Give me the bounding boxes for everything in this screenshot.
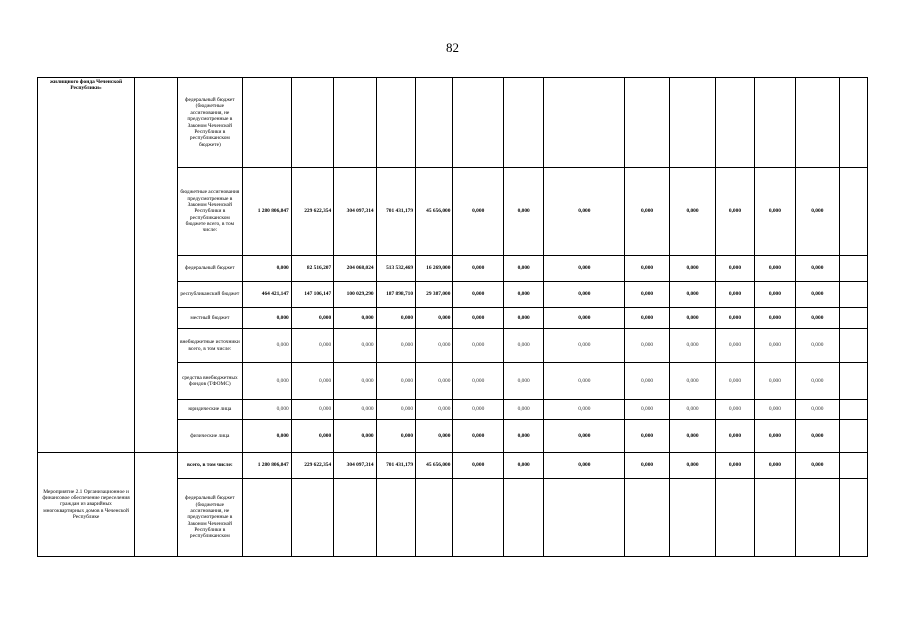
value-cell: 0,000: [544, 400, 625, 420]
value-cell: [453, 479, 504, 557]
value-cell: 0,000: [669, 453, 716, 479]
value-cell: 0,000: [754, 329, 795, 363]
empty-cell: [839, 479, 867, 557]
value-cell: 0,000: [544, 256, 625, 282]
value-cell: 0,000: [754, 168, 795, 256]
value-cell: [453, 78, 504, 168]
value-cell: 0,000: [625, 400, 669, 420]
value-cell: 0,000: [243, 329, 292, 363]
empty-cell: [839, 363, 867, 400]
responsible-cell: [135, 453, 177, 557]
value-cell: 513 532,469: [376, 256, 415, 282]
value-cell: 0,000: [334, 308, 376, 329]
funding-source-cell: физические лица: [177, 420, 243, 453]
value-cell: 0,000: [796, 420, 839, 453]
value-cell: 0,000: [376, 308, 415, 329]
value-cell: 100 029,290: [334, 282, 376, 308]
value-cell: 0,000: [669, 363, 716, 400]
value-cell: 45 656,000: [416, 453, 453, 479]
value-cell: [625, 78, 669, 168]
value-cell: [754, 78, 795, 168]
value-cell: [503, 78, 543, 168]
value-cell: 0,000: [376, 363, 415, 400]
value-cell: [376, 479, 415, 557]
funding-source-cell: внебюджетные источники всего, в том числе:: [177, 329, 243, 363]
value-cell: [416, 479, 453, 557]
value-cell: 0,000: [334, 420, 376, 453]
value-cell: 0,000: [453, 256, 504, 282]
value-cell: 204 068,024: [334, 256, 376, 282]
value-cell: 0,000: [503, 282, 543, 308]
value-cell: 0,000: [625, 453, 669, 479]
value-cell: 0,000: [416, 363, 453, 400]
value-cell: 0,000: [754, 282, 795, 308]
value-cell: 0,000: [796, 363, 839, 400]
value-cell: 0,000: [544, 168, 625, 256]
page-number: 82: [446, 40, 459, 55]
value-cell: [669, 479, 716, 557]
value-cell: [544, 78, 625, 168]
empty-cell: [839, 400, 867, 420]
value-cell: 45 656,000: [416, 168, 453, 256]
value-cell: 0,000: [544, 453, 625, 479]
value-cell: 0,000: [503, 420, 543, 453]
value-cell: 0,000: [291, 400, 333, 420]
value-cell: 0,000: [376, 329, 415, 363]
value-cell: 0,000: [754, 256, 795, 282]
budget-table: [37, 77, 868, 557]
value-cell: 0,000: [503, 308, 543, 329]
empty-cell: [839, 256, 867, 282]
funding-source-cell: местный бюджет: [177, 308, 243, 329]
empty-cell: [839, 329, 867, 363]
value-cell: 0,000: [503, 400, 543, 420]
value-cell: 0,000: [334, 363, 376, 400]
value-cell: 304 097,314: [334, 168, 376, 256]
value-cell: 0,000: [625, 282, 669, 308]
value-cell: 0,000: [796, 400, 839, 420]
table-row: [38, 78, 868, 168]
value-cell: 0,000: [796, 256, 839, 282]
value-cell: 0,000: [503, 168, 543, 256]
value-cell: 0,000: [243, 308, 292, 329]
value-cell: 0,000: [669, 329, 716, 363]
value-cell: 0,000: [453, 282, 504, 308]
value-cell: 0,000: [453, 329, 504, 363]
empty-cell: [839, 78, 867, 168]
value-cell: 0,000: [754, 420, 795, 453]
value-cell: 0,000: [669, 308, 716, 329]
value-cell: 29 387,000: [416, 282, 453, 308]
value-cell: 0,000: [796, 168, 839, 256]
value-cell: 82 516,207: [291, 256, 333, 282]
value-cell: 0,000: [796, 453, 839, 479]
value-cell: 0,000: [754, 453, 795, 479]
value-cell: 0,000: [376, 400, 415, 420]
value-cell: 0,000: [334, 329, 376, 363]
value-cell: [334, 78, 376, 168]
value-cell: 0,000: [453, 363, 504, 400]
value-cell: [796, 479, 839, 557]
value-cell: [625, 479, 669, 557]
value-cell: 0,000: [796, 329, 839, 363]
value-cell: 0,000: [625, 329, 669, 363]
value-cell: 0,000: [453, 308, 504, 329]
value-cell: 0,000: [669, 420, 716, 453]
value-cell: 304 097,314: [334, 453, 376, 479]
value-cell: 1 280 806,847: [243, 168, 292, 256]
value-cell: 0,000: [503, 256, 543, 282]
empty-cell: [839, 168, 867, 256]
value-cell: 0,000: [416, 329, 453, 363]
value-cell: 0,000: [796, 308, 839, 329]
funding-source-cell: федеральный бюджет (бюджетные ассигнования, не предусмотренные в Законом Чеченской Республики в республиканском бюджете): [177, 78, 243, 168]
value-cell: 0,000: [716, 453, 754, 479]
value-cell: 1 280 806,847: [243, 453, 292, 479]
value-cell: 0,000: [503, 329, 543, 363]
funding-source-cell: средства внебюджетных фондов (ТФОМС): [177, 363, 243, 400]
value-cell: 0,000: [669, 168, 716, 256]
value-cell: 0,000: [716, 256, 754, 282]
value-cell: 0,000: [625, 308, 669, 329]
value-cell: 0,000: [416, 400, 453, 420]
value-cell: 0,000: [243, 256, 292, 282]
value-cell: 0,000: [754, 363, 795, 400]
value-cell: 0,000: [625, 168, 669, 256]
funding-source-cell: республиканский бюджет: [177, 282, 243, 308]
value-cell: 0,000: [453, 420, 504, 453]
value-cell: 187 898,710: [376, 282, 415, 308]
value-cell: [291, 479, 333, 557]
table-row: [38, 453, 868, 479]
value-cell: 0,000: [291, 363, 333, 400]
empty-cell: [839, 282, 867, 308]
value-cell: 0,000: [453, 453, 504, 479]
value-cell: 0,000: [376, 420, 415, 453]
value-cell: 701 431,179: [376, 453, 415, 479]
value-cell: 0,000: [625, 256, 669, 282]
funding-source-cell: бюджетные ассигнования предусмотренные в Законом Чеченской Республики в республиканском бюджете всего, в том числе:: [177, 168, 243, 256]
value-cell: 0,000: [669, 256, 716, 282]
value-cell: 0,000: [243, 420, 292, 453]
value-cell: 0,000: [716, 329, 754, 363]
value-cell: 0,000: [291, 420, 333, 453]
value-cell: 0,000: [291, 329, 333, 363]
value-cell: 0,000: [544, 329, 625, 363]
value-cell: 0,000: [716, 400, 754, 420]
value-cell: 0,000: [544, 308, 625, 329]
value-cell: [796, 78, 839, 168]
value-cell: 0,000: [625, 420, 669, 453]
value-cell: 229 622,354: [291, 168, 333, 256]
value-cell: 0,000: [503, 363, 543, 400]
value-cell: [716, 78, 754, 168]
value-cell: 0,000: [416, 420, 453, 453]
value-cell: 0,000: [716, 308, 754, 329]
value-cell: [544, 479, 625, 557]
value-cell: 0,000: [334, 400, 376, 420]
value-cell: 0,000: [243, 400, 292, 420]
value-cell: 0,000: [754, 308, 795, 329]
value-cell: 0,000: [796, 282, 839, 308]
value-cell: [503, 479, 543, 557]
value-cell: 0,000: [453, 400, 504, 420]
value-cell: [416, 78, 453, 168]
activity-name-cell: Мероприятие 2.1 Организационное и финансовое обеспечение переселения граждан из аварийных многоквартирных домов в Чеченской Республике: [38, 453, 135, 557]
value-cell: 229 622,354: [291, 453, 333, 479]
empty-cell: [839, 420, 867, 453]
funding-source-cell: всего, в том числе:: [177, 453, 243, 479]
value-cell: [291, 78, 333, 168]
value-cell: 0,000: [453, 168, 504, 256]
value-cell: 0,000: [503, 453, 543, 479]
value-cell: 0,000: [669, 400, 716, 420]
funding-source-cell: федеральный бюджет (бюджетные ассигнования, не предусмотренные в Законом Чеченской Республики в республиканском: [177, 479, 243, 557]
value-cell: 0,000: [716, 363, 754, 400]
value-cell: 0,000: [544, 282, 625, 308]
value-cell: 0,000: [669, 282, 716, 308]
value-cell: 701 431,179: [376, 168, 415, 256]
value-cell: 464 421,147: [243, 282, 292, 308]
value-cell: [669, 78, 716, 168]
value-cell: [716, 479, 754, 557]
value-cell: [243, 479, 292, 557]
value-cell: 0,000: [716, 168, 754, 256]
value-cell: [243, 78, 292, 168]
value-cell: 0,000: [544, 363, 625, 400]
empty-cell: [839, 308, 867, 329]
value-cell: 0,000: [754, 400, 795, 420]
value-cell: [376, 78, 415, 168]
value-cell: [334, 479, 376, 557]
value-cell: 0,000: [625, 363, 669, 400]
value-cell: 0,000: [716, 282, 754, 308]
value-cell: 0,000: [243, 363, 292, 400]
value-cell: 0,000: [544, 420, 625, 453]
value-cell: [754, 479, 795, 557]
responsible-cell: [135, 78, 177, 453]
activity-name-cell: жилищного фонда Чеченской Республики»: [38, 78, 135, 453]
value-cell: 16 269,000: [416, 256, 453, 282]
funding-source-cell: федеральный бюджет: [177, 256, 243, 282]
value-cell: 0,000: [716, 420, 754, 453]
funding-source-cell: юридические лица: [177, 400, 243, 420]
value-cell: 0,000: [291, 308, 333, 329]
value-cell: 147 106,147: [291, 282, 333, 308]
empty-cell: [839, 453, 867, 479]
value-cell: 0,000: [416, 308, 453, 329]
